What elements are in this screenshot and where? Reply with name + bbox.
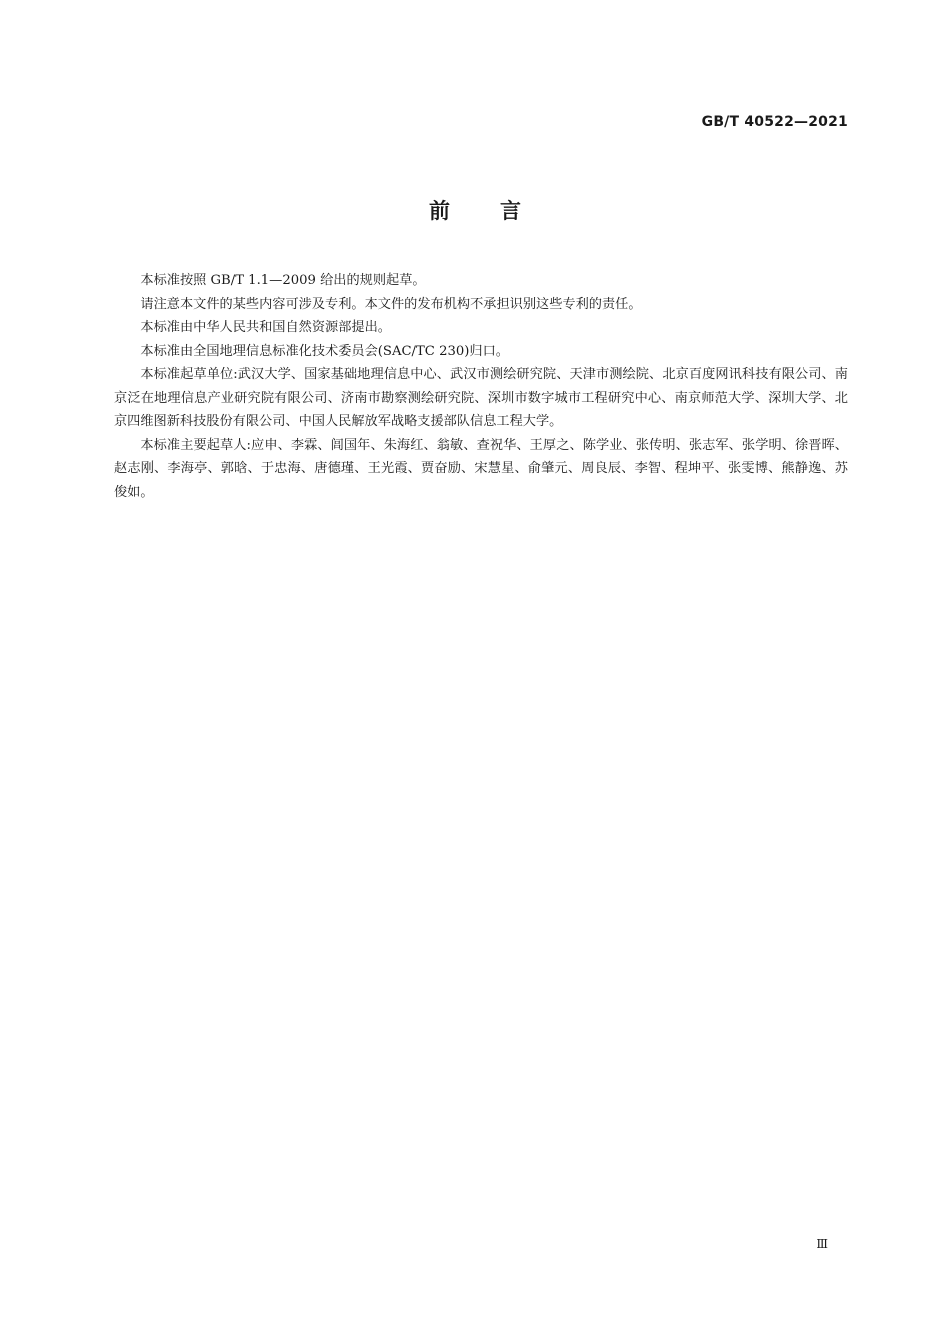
paragraph-drafting-organizations: 本标准起草单位:武汉大学、国家基础地理信息中心、武汉市测绘研究院、天津市测绘院、北京百度网讯科技有限公司、南京泛在地理信息产业研究院有限公司、济南市勘察测绘研究院、深圳市数字城市工程研究中心、南京师范大学、深圳大学、北京四维图新科技股份有限公司、中国人民解放军战略支援部队信息工程大学。	[114, 367, 848, 429]
paragraph-drafters: 本标准主要起草人:应申、李霖、闾国年、朱海红、翁敏、查祝华、王厚之、陈学业、张传明、张志军、张学明、徐晋晖、赵志刚、李海亭、郭晗、于忠海、唐德瑾、王光霞、贾奋励、宋慧星、俞肇元、周良辰、李智、程坤平、张雯博、熊静逸、苏俊如。	[114, 437, 848, 500]
standard-code: GB/T 40522—2021	[701, 114, 848, 130]
paragraph-proposer: 本标准由中华人民共和国自然资源部提出。	[140, 320, 391, 335]
page-title	[0, 195, 950, 225]
page-number: Ⅲ	[816, 1237, 828, 1251]
foreword-body	[114, 269, 848, 504]
title-char-1: 前	[429, 199, 450, 223]
paragraph-technical-committee: 本标准由全国地理信息标准化技术委员会(SAC/TC 230)归口。	[140, 343, 509, 359]
paragraph-drafting-rules: 本标准按照 GB/T 1.1—2009 给出的规则起草。	[140, 273, 426, 288]
paragraph-patent-notice: 请注意本文件的某些内容可涉及专利。本文件的发布机构不承担识别这些专利的责任。	[140, 296, 642, 312]
title-char-2: 言	[500, 199, 521, 223]
